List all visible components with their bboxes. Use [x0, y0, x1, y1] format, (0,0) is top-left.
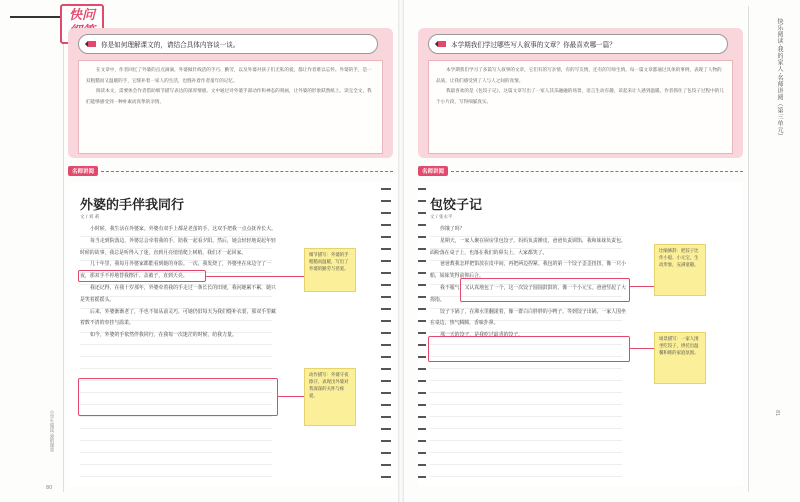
ruled-line [80, 464, 272, 465]
left-page-number: 80 [46, 485, 53, 491]
right-story-paragraph: 我不服气，又认真地包了一个，这一次饺子圆圆鼓鼓的，像一个小元宝。爸爸竖起了大拇指。 [430, 284, 626, 303]
ruled-line [80, 356, 272, 357]
right-story-title: 包饺子记 [430, 198, 483, 213]
binding-tick [418, 212, 426, 214]
binding-tick [381, 308, 391, 310]
binding-tick [381, 476, 391, 478]
binding-tick [381, 428, 391, 430]
ruled-line [80, 452, 272, 453]
right-reading-panel [418, 182, 743, 486]
binding-tick [381, 416, 391, 418]
corner-rule [10, 16, 62, 18]
corner-tab-line1: 快问 [68, 8, 95, 23]
right-highlight-box [460, 278, 630, 302]
binding-tick [418, 320, 426, 322]
ruled-line [80, 368, 272, 369]
binding-tick [381, 368, 391, 370]
ruled-line [80, 344, 272, 345]
right-story-paragraph: 星期天，一家人聚在厨房里包饺子。妈妈负责擀皮，爸爸负责调馅，我和妹妹负责包。面粉落在桌子上，也落在我们的鼻尖上，大家都笑了。 [430, 237, 626, 256]
binding-tick [381, 272, 391, 274]
binding-tick [381, 356, 391, 358]
right-story-paragraph: 饺子下锅了，在沸水里翻滚着，像一群白白胖胖的小鸭子。等到饺子出锅，一家人围坐在桌边，热气腾腾，香味扑鼻。 [430, 308, 626, 327]
left-running-footer: 小学生阅读·爱的课堂 [49, 410, 54, 452]
binding-tick [381, 464, 391, 466]
binding-tick [381, 344, 391, 346]
binding-tick [418, 416, 426, 418]
pencil-icon [435, 40, 447, 48]
right-story-paragraph: 爸爸教我怎样把馅放在皮中间，再把两边捏紧。我包的第一个饺子歪歪扭扭，像一只小船，妹妹笑得前仰后合。 [430, 261, 626, 280]
binding-tick [381, 200, 391, 202]
left-binding-rail [381, 182, 393, 486]
binding-tick [381, 320, 391, 322]
binding-tick [418, 260, 426, 262]
binding-tick [418, 200, 426, 202]
right-page [418, 6, 743, 492]
right-question-text: 本学期我们学过哪些写人叙事的文章？你最喜欢哪一篇？ [451, 41, 616, 49]
left-story-paragraph: 如今，外婆的手依然伴我同行，在我每一次迷茫的时候，给我力量。 [90, 332, 237, 339]
binding-tick [418, 224, 426, 226]
left-page [68, 6, 393, 492]
ruled-line [80, 440, 272, 441]
binding-tick [418, 332, 426, 334]
left-answer [78, 60, 383, 154]
binding-tick [381, 440, 391, 442]
left-note-connector [278, 396, 304, 397]
binding-tick [418, 452, 426, 454]
binding-tick [418, 380, 426, 382]
binding-tick [381, 212, 391, 214]
right-section-divider [451, 171, 743, 172]
left-qa-box [68, 28, 393, 158]
left-story-paragraph: 小时候，我生活在外婆家。外婆有双手上都是老茧的手，这双手把我一点点抚养长大。 [90, 226, 276, 232]
page-edge-right [748, 6, 749, 492]
binding-tick [381, 188, 391, 190]
ruled-line [430, 452, 622, 453]
right-qa-box [418, 28, 743, 158]
binding-tick [381, 224, 391, 226]
left-highlight-box [78, 378, 278, 416]
ruled-line [430, 440, 622, 441]
left-section-divider [101, 171, 393, 172]
left-margin-note: 动作描写：外婆守夜擦汗，表现出外婆对我深深的关怀与疼爱。 [304, 368, 356, 426]
right-story-paragraph: 那一天的饺子，是我吃过最香的饺子。 [440, 332, 524, 339]
left-section-tag: 名师讲阅 [68, 166, 98, 176]
binding-tick [381, 452, 391, 454]
right-answer-paragraph: 本学期我们学习了多篇写人叙事的文章，它们有的写亲情，有的写友情，还有的写师生情。每一篇文章都通过具体的事例，表现了人物的品质，让我们感受到了人与人之间的真情。 [436, 68, 722, 84]
binding-tick [418, 404, 426, 406]
ruled-line [430, 464, 622, 465]
ruled-line [430, 380, 622, 381]
binding-tick [381, 404, 391, 406]
binding-tick [418, 476, 426, 478]
left-answer-paragraph: 阅读本文，需要体会作者借助细节描写表达的深厚情感。文中通过对外婆手部动作和神态的刻画，让外婆的形象跃然纸上。读完全文，我们能够感受到一种朴素而真挚的亲情。 [86, 89, 372, 105]
binding-tick [418, 428, 426, 430]
ruled-line [430, 368, 622, 369]
right-page-number: 81 [774, 410, 780, 417]
binding-tick [381, 392, 391, 394]
right-margin-note: 场景描写：一家人围坐吃饺子，烘托出温馨和睦的家庭氛围。 [654, 332, 706, 384]
left-story-paragraph: 后来，外婆渐渐老了，手也不如从前灵巧，可她仍旧每天为我们缝补衣裳，那双手里藏着数不清的牵挂与温柔。 [80, 308, 276, 327]
binding-tick [381, 260, 391, 262]
left-highlight-box [78, 270, 206, 282]
binding-tick [381, 284, 391, 286]
right-section-label [418, 165, 743, 177]
ruled-line [430, 428, 622, 429]
left-question-text: 你是如何理解课文的，请结合具体内容谈一谈。 [101, 41, 240, 49]
right-story-paragraph: 你饿了吗？ [440, 226, 465, 232]
binding-tick [381, 236, 391, 238]
ruled-line [430, 416, 622, 417]
binding-tick [418, 392, 426, 394]
left-reading-panel [68, 182, 393, 486]
ruled-line [80, 428, 272, 429]
binding-tick [418, 248, 426, 250]
right-question [428, 34, 728, 54]
binding-tick [418, 308, 426, 310]
binding-tick [381, 248, 391, 250]
right-note-connector [630, 348, 654, 349]
binding-tick [418, 344, 426, 346]
left-note-connector [206, 276, 304, 277]
binding-tick [381, 296, 391, 298]
binding-tick [418, 368, 426, 370]
left-question [78, 34, 378, 54]
right-highlight-box [428, 336, 630, 362]
ruled-line [430, 404, 622, 405]
left-story-author: 文 / 刘 莉 [80, 215, 100, 220]
ruled-line [430, 392, 622, 393]
binding-tick [418, 284, 426, 286]
right-answer-paragraph: 我最喜欢的是《包饺子记》，这篇文章写出了一家人其乐融融的场景，语言生动有趣，读起来让人感到温暖。作者抓住了包饺子过程中的几个小片段，写得细腻真实。 [436, 89, 724, 105]
left-answer-paragraph: 在文章中，作者回忆了外婆的点点滴滴，外婆做针线活的手巧、勤劳，以及外婆对孩子们无私的爱，都让作者难以忘怀。外婆的手，是一双粗糙而又温暖的手，它缝补着一家人的生活，也缝补着作者童年的记忆。 [86, 68, 372, 84]
book-gutter [398, 0, 404, 502]
left-story-paragraph: 每当走到院落边，外婆总会牵着我的手，陪我一起看夕阳。然后，她会轻轻地说起年轻时候的故事，我总是听得入了迷，直到月亮悄悄爬上树梢，我们才一起回家。 [80, 237, 276, 256]
ruled-line [80, 476, 272, 477]
right-note-connector [630, 286, 654, 287]
left-margin-note: 细节描写：外婆的手粗糙而温暖，写出了外婆的勤劳与慈爱。 [304, 248, 356, 292]
page-edge-left [63, 6, 64, 492]
binding-tick [418, 296, 426, 298]
left-section-label [68, 165, 393, 177]
ruled-line [80, 416, 272, 417]
ruled-line [430, 476, 622, 477]
binding-tick [418, 188, 426, 190]
right-running-header: 快乐阅读·我的家人·名师讲阅（第三单元） [776, 18, 783, 140]
pencil-icon [85, 40, 97, 48]
binding-tick [381, 380, 391, 382]
binding-tick [418, 440, 426, 442]
right-section-tag: 名师讲阅 [418, 166, 448, 176]
binding-tick [418, 356, 426, 358]
left-story-body [80, 224, 280, 342]
binding-tick [418, 464, 426, 466]
right-answer [428, 60, 733, 154]
right-story-author: 文 / 张永平 [430, 215, 453, 220]
left-story-title: 外婆的手伴我同行 [80, 198, 185, 213]
binding-tick [381, 332, 391, 334]
left-story-paragraph: 几十年里，我每月外婆家都能看到她的身影。一次，我发烧了，外婆坐在床边守了一夜，那双手不停地替我擦汗、盖被子，直到天亮。 [80, 261, 271, 280]
left-story-paragraph: 我还记得，在我十岁那年，外婆牵着我的手走过一条长长的田埂，我问她累不累，她只是笑着摇摇头。 [80, 284, 276, 303]
right-margin-note: 比喻修辞：把饺子比作小船、小元宝，生动形象，充满童趣。 [654, 244, 706, 296]
binding-tick [418, 272, 426, 274]
binding-tick [418, 236, 426, 238]
right-binding-rail [418, 182, 428, 486]
